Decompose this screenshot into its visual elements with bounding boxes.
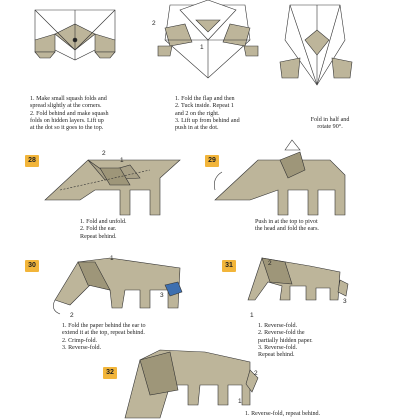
label-two: 2 bbox=[152, 20, 156, 27]
step-badge-29: 29 bbox=[205, 155, 219, 167]
label-30-2: 2 bbox=[70, 312, 74, 319]
step-badge-31: 31 bbox=[222, 260, 236, 272]
step29-model bbox=[214, 140, 345, 215]
label-32-1: 1 bbox=[238, 398, 242, 405]
step29-caption: Push in at the top to pivot the head and fold the ears. bbox=[255, 219, 319, 233]
step28-model bbox=[45, 160, 180, 215]
step31-model bbox=[248, 258, 348, 300]
top-step-a-caption: 1. Make small squash folds and spread slightly at the corners. 2. Fold behind and make squash folds on hidden layers. Lift up at the dot so it goes to the top. bbox=[30, 96, 109, 132]
step31-caption: 1. Reverse-fold. 2. Reverse-fold the partially hidden paper. 3. Reverse-fold. Repeat behind. bbox=[258, 323, 313, 359]
crease-pattern-left bbox=[35, 10, 115, 60]
step-badge-30: 30 bbox=[25, 260, 39, 272]
label-30-3: 3 bbox=[160, 292, 164, 299]
step32-model bbox=[125, 350, 258, 418]
step-badge-32: 32 bbox=[103, 367, 117, 379]
label-30-1: 1 bbox=[110, 255, 114, 262]
label-31-3: 3 bbox=[343, 298, 347, 305]
label-28-2: 2 bbox=[102, 150, 106, 157]
label-31-2: 2 bbox=[268, 260, 272, 267]
label-31-1: 1 bbox=[250, 312, 254, 319]
step-badge-28: 28 bbox=[25, 155, 39, 167]
step30-caption: 1. Fold the paper behind the ear to extend it at the top, repeat behind. 2. Crimp-fold. 3. Reverse-fold. bbox=[62, 323, 146, 351]
step30-model bbox=[53, 258, 182, 314]
top-step-c-caption: Fold in half and rotate 90°. bbox=[310, 117, 350, 131]
step32-caption: 1. Reverse-fold, repeat behind. bbox=[245, 411, 321, 417]
step28-caption: 1. Fold and unfold. 2. Fold the ear. Repeat behind. bbox=[80, 219, 127, 240]
crease-pattern-right bbox=[280, 5, 352, 85]
label-one: 1 bbox=[200, 44, 204, 51]
crease-pattern-middle bbox=[158, 0, 258, 78]
label-32-2: 2 bbox=[254, 370, 258, 377]
push-dot bbox=[73, 38, 77, 42]
label-28-1: 1 bbox=[120, 157, 124, 164]
top-step-b-caption: 1. Fold the flap and then 2. Tuck inside. Repeat 1 and 2 on the right. 3. Lift up from behind and push in at the dot. bbox=[175, 96, 240, 132]
